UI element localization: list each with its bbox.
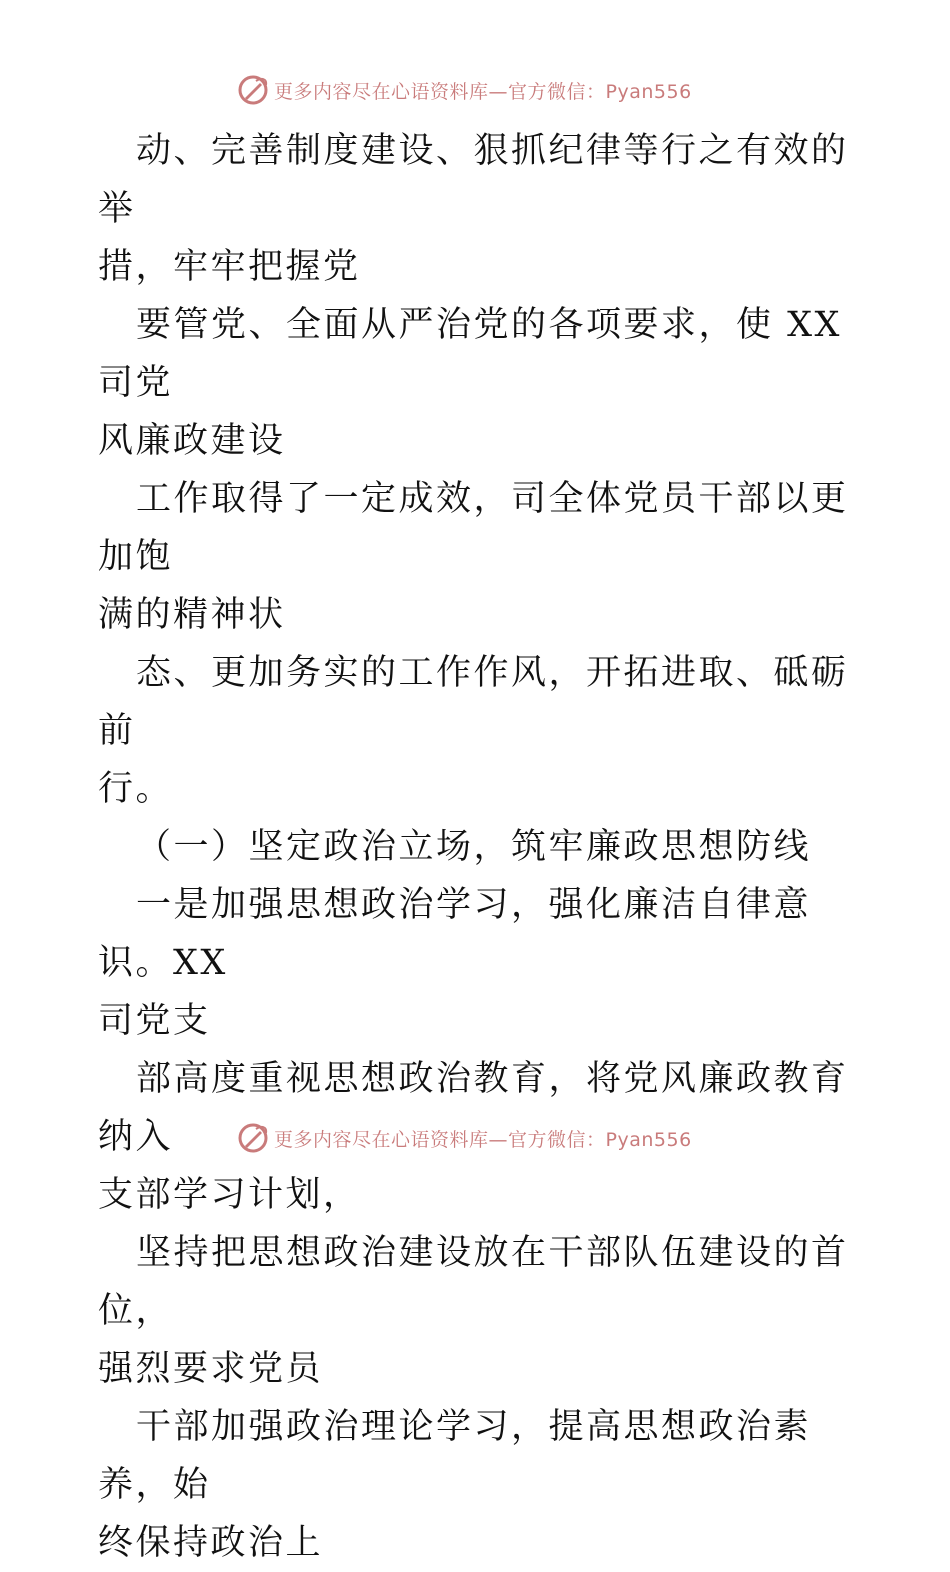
paragraph-8 bbox=[98, 1398, 858, 1572]
heading-line: （一）坚定政治立场，筑牢廉政思想防线 bbox=[136, 827, 812, 867]
paragraph-line: 部高度重视思想政治教育，将党风廉政教育纳入 bbox=[98, 1059, 849, 1157]
paragraph-line: 干部加强政治理论学习，提高思想政治素养，始 bbox=[98, 1407, 812, 1505]
paragraph-line: 行。 bbox=[98, 769, 174, 809]
paragraph-3 bbox=[98, 470, 858, 644]
paragraph-line: 一是加强思想政治学习，强化廉洁自律意识。XX bbox=[98, 885, 812, 983]
document-body bbox=[98, 122, 858, 1572]
watermark-text: 更多内容尽在心语资料库—官方微信：Pyan556 bbox=[274, 80, 692, 103]
paragraph-line: 风廉政建设 bbox=[98, 421, 286, 461]
paragraph-line: 措，牢牢把握党 bbox=[98, 247, 361, 287]
paragraph-4 bbox=[98, 644, 858, 818]
paragraph-1 bbox=[98, 122, 858, 296]
paragraph-line: 支部学习计划， bbox=[98, 1175, 361, 1215]
paragraph-7 bbox=[98, 1224, 858, 1398]
header-watermark bbox=[236, 72, 756, 108]
paragraph-line: 动、完善制度建设、狠抓纪律等行之有效的举 bbox=[98, 131, 849, 229]
section-heading bbox=[98, 818, 858, 876]
paragraph-line: 终保持政治上 bbox=[98, 1523, 324, 1563]
quill-seal-icon bbox=[236, 73, 270, 107]
paragraph-line: 满的精神状 bbox=[98, 595, 286, 635]
paragraph-2 bbox=[98, 296, 858, 470]
paragraph-line: 强烈要求党员 bbox=[98, 1349, 324, 1389]
watermark-text: 更多内容尽在心语资料库—官方微信：Pyan556 bbox=[274, 1128, 692, 1151]
paragraph-5 bbox=[98, 876, 858, 1050]
paragraph-line: 要管党、全面从严治党的各项要求，使 XX 司党 bbox=[98, 305, 842, 403]
footer-watermark bbox=[236, 1120, 756, 1156]
paragraph-line: 态、更加务实的工作作风，开拓进取、砥砺前 bbox=[98, 653, 849, 751]
paragraph-line: 坚持把思想政治建设放在干部队伍建设的首位， bbox=[98, 1233, 849, 1331]
paragraph-line: 工作取得了一定成效，司全体党员干部以更加饱 bbox=[98, 479, 849, 577]
quill-seal-icon bbox=[236, 1121, 270, 1155]
paragraph-line: 司党支 bbox=[98, 1001, 211, 1041]
